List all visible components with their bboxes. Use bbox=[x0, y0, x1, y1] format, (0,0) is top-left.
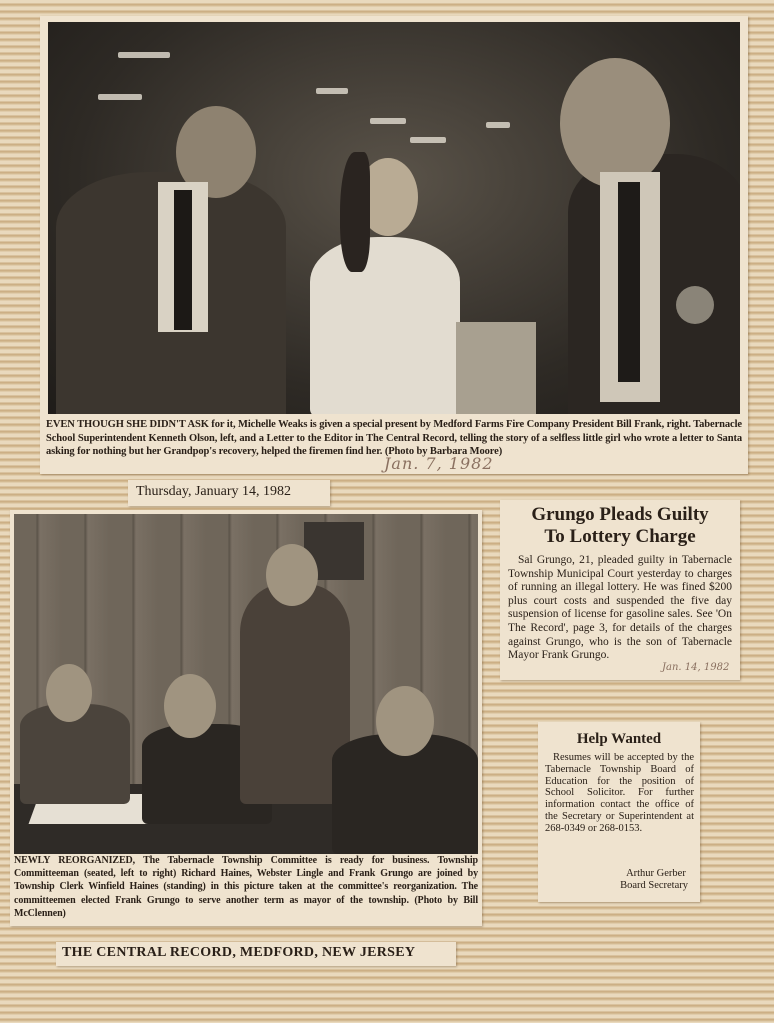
lottery-headline-line1: Grungo Pleads Guilty bbox=[531, 504, 709, 525]
top-caption-body: Michelle Weaks is given a special present by Medford Farms Fire Company President Bill Frank, right. Tabernacle School Superintendent Kenneth Olson, left, and a Letter to the Editor in The Central Record, telling the story of a selfless little girl who wrote a letter to Santa asking for nothing but her Grandpop's recovery, helped the firemen find her. (Photo by Barbara Moore) bbox=[46, 419, 742, 457]
committee-clipping bbox=[10, 510, 482, 926]
committee-caption-lead: NEWLY REORGANIZED, bbox=[14, 855, 136, 866]
top-clipping bbox=[40, 16, 748, 474]
lottery-handwritten-date: Jan. 14, 1982 bbox=[662, 662, 730, 673]
top-caption-lead: EVEN THOUGH SHE DIDN'T ASK for it, bbox=[46, 419, 236, 430]
top-handwritten-date: Jan. 7, 1982 bbox=[384, 454, 494, 473]
committee-caption-body: The Tabernacle Township Committee is ready for business. Township Committeeman (seated, left to right) Richard Haines, Webster Lingle and Frank Grungo are joined by Township Clerk Winfield Haines (standing) in this picture taken at the committee's reorganization. The committeemen elected Frank Grungo to serve another term as mayor of the township. (Photo by Bill McClennen) bbox=[14, 855, 478, 919]
help-wanted-body: Resumes will be accepted by the Tabernacle Township Board of Education for the position of School Solicitor. For further information contact the office of the Secretary or Superintendent at 268-0349 or 268-0153. bbox=[545, 752, 694, 834]
signer-title: Board Secretary bbox=[620, 880, 688, 891]
help-wanted-signature bbox=[620, 868, 688, 892]
help-wanted-title: Help Wanted bbox=[576, 731, 662, 747]
committee-photo bbox=[14, 514, 478, 854]
masthead-text: THE CENTRAL RECORD, MEDFORD, NEW JERSEY bbox=[62, 945, 416, 960]
committee-photo-caption bbox=[14, 854, 478, 920]
help-wanted-clipping bbox=[538, 722, 700, 902]
masthead-clipping bbox=[56, 942, 456, 966]
top-photo-caption bbox=[46, 418, 742, 459]
fire-company-photo bbox=[48, 22, 740, 414]
lottery-article-clipping bbox=[500, 500, 740, 680]
lottery-article-body: Sal Grungo, 21, pleaded guilty in Tabernacle Township Municipal Court yesterday to charges of running an illegal lottery. He was fined $200 plus court costs and suspended the five day suspension of license for gasoline sales. See 'On The Record', page 3, for details of the charges against Grungo, who is the son of Tabernacle Mayor Frank Grungo. bbox=[508, 554, 732, 662]
lottery-headline bbox=[500, 504, 740, 548]
lottery-headline-line2: To Lottery Charge bbox=[544, 526, 696, 547]
dateline-text: Thursday, January 14, 1982 bbox=[136, 484, 292, 499]
dateline-clipping bbox=[128, 480, 330, 506]
signer-name: Arthur Gerber bbox=[626, 868, 686, 879]
michelle-weaks-figure bbox=[310, 237, 460, 414]
